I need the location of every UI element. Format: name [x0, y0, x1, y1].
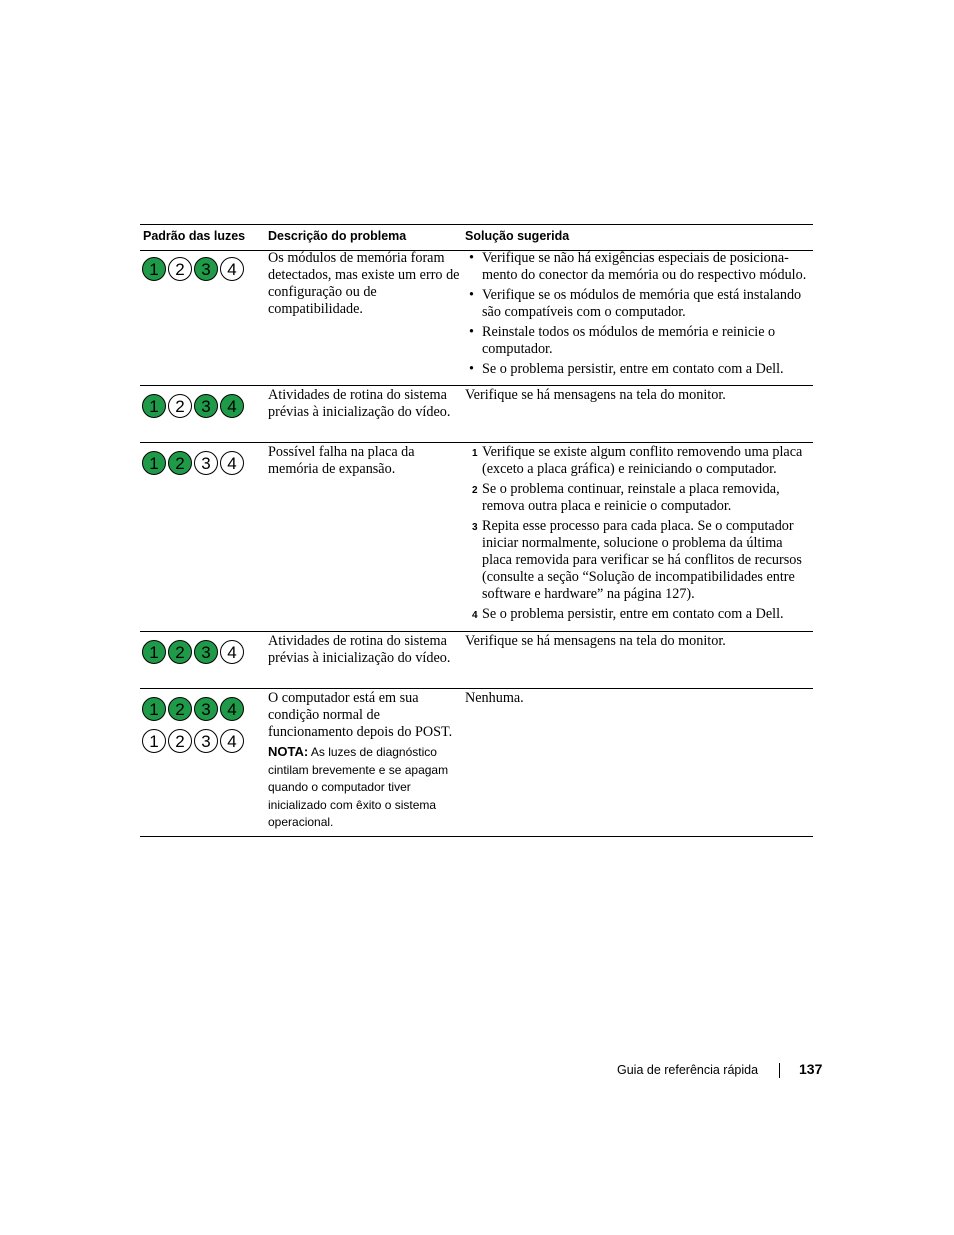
diagnostic-light-2-icon: 2 — [168, 394, 192, 418]
footer-separator — [779, 1063, 780, 1078]
list-item: 2 Se o problema continuar, reinstale a placa removida, remova outra placa e reinicie o computador. — [472, 481, 780, 514]
note-text: As luzes de diagnóstico cintilam brevemente e se apagam quando o computador tiver inicializado com êxito o sistema operacional. — [268, 745, 449, 829]
diagnostic-light-1-icon: 1 — [142, 697, 166, 721]
problem-description: Possível falha na placa da memória de expansão. — [268, 444, 415, 477]
header-suggested-solution: Solução sugerida — [465, 229, 570, 243]
diagnostic-light-3-icon: 3 — [194, 451, 218, 475]
diagnostic-light-4-icon: 4 — [220, 451, 244, 475]
diagnostic-light-3-icon: 3 — [194, 640, 218, 664]
diagnostic-light-2-icon: 2 — [168, 729, 192, 753]
table-row — [140, 632, 813, 689]
list-item: 1 Verifique se existe algum conflito removendo uma placa (exceto a placa gráfica) e reiniciando o computador. — [472, 444, 803, 477]
diagnostic-light-1-icon: 1 — [142, 729, 166, 753]
diagnostic-light-3-icon: 3 — [194, 394, 218, 418]
led-group — [142, 257, 260, 281]
led-group — [142, 451, 260, 475]
diagnostic-light-3-icon: 3 — [194, 729, 218, 753]
note — [268, 743, 460, 832]
description-text: O computador está em sua condição normal de funcionamento depois do POST. — [268, 690, 453, 740]
led-pattern — [142, 640, 260, 672]
diagnostic-light-4-icon: 4 — [220, 394, 244, 418]
problem-description: Atividades de rotina do sistema prévias à inicialização do vídeo. — [268, 387, 451, 420]
table-row — [140, 689, 813, 837]
table-row — [140, 443, 813, 632]
diagnostic-light-3-icon: 3 — [194, 257, 218, 281]
list-item: 4 Se o problema persistir, entre em contato com a Dell. — [472, 606, 784, 622]
diagnostic-light-4-icon: 4 — [220, 257, 244, 281]
led-pattern — [142, 697, 260, 761]
led-group — [142, 729, 260, 753]
diagnostic-light-1-icon: 1 — [142, 451, 166, 475]
list-item: 3 Repita esse processo para cada placa. Se o computador iniciar normalmente, solucione o problema da última placa removida para verificar se há conflitos de recursos (consulte a seção “Solução de incompatibilidades entre software e hardware” na página 127). — [472, 518, 802, 602]
list-item: • Se o problema persistir, entre em contato com a Dell. — [469, 361, 784, 377]
problem-description: Atividades de rotina do sistema prévias à inicialização do vídeo. — [268, 633, 451, 666]
note-label: NOTA: — [268, 744, 309, 759]
table-header — [140, 224, 813, 251]
table-row — [140, 249, 813, 386]
footer-title: Guia de referência rápida — [617, 1063, 759, 1077]
diagnostic-light-3-icon: 3 — [194, 697, 218, 721]
header-light-pattern: Padrão das luzes — [143, 229, 246, 243]
list-item: • Verifique se não há exigências especiais de posiciona-mento do conector da memória ou do respectivo módulo. — [469, 250, 807, 283]
suggested-solution — [465, 444, 811, 626]
diagnostic-light-4-icon: 4 — [220, 729, 244, 753]
diagnostic-light-2-icon: 2 — [168, 257, 192, 281]
led-pattern — [142, 451, 260, 483]
problem-description — [268, 690, 460, 832]
suggested-solution: Verifique se há mensagens na tela do monitor. — [465, 387, 726, 403]
diagnostic-light-2-icon: 2 — [168, 697, 192, 721]
led-group — [142, 394, 260, 418]
problem-description: Os módulos de memória foram detectados, mas existe um erro de configuração ou de compatibilidade. — [268, 250, 460, 317]
diagnostic-light-2-icon: 2 — [168, 451, 192, 475]
list-item: • Reinstale todos os módulos de memória e reinicie o computador. — [469, 324, 776, 357]
suggested-solution: Verifique se há mensagens na tela do monitor. — [465, 633, 726, 649]
suggested-solution — [465, 250, 811, 381]
led-group — [142, 697, 260, 721]
led-pattern — [142, 394, 260, 426]
diagnostic-light-1-icon: 1 — [142, 640, 166, 664]
led-group — [142, 640, 260, 664]
diagnostic-light-1-icon: 1 — [142, 257, 166, 281]
led-pattern — [142, 257, 260, 289]
list-item: • Verifique se os módulos de memória que está instalando são compatíveis com o computador. — [469, 287, 802, 320]
page-number: 137 — [799, 1061, 823, 1077]
table-row — [140, 386, 813, 443]
diagnostic-light-4-icon: 4 — [220, 640, 244, 664]
diagnostic-light-1-icon: 1 — [142, 394, 166, 418]
diagnostic-light-4-icon: 4 — [220, 697, 244, 721]
header-problem-description: Descrição do problema — [268, 229, 407, 243]
diagnostic-light-2-icon: 2 — [168, 640, 192, 664]
suggested-solution: Nenhuma. — [465, 690, 524, 706]
